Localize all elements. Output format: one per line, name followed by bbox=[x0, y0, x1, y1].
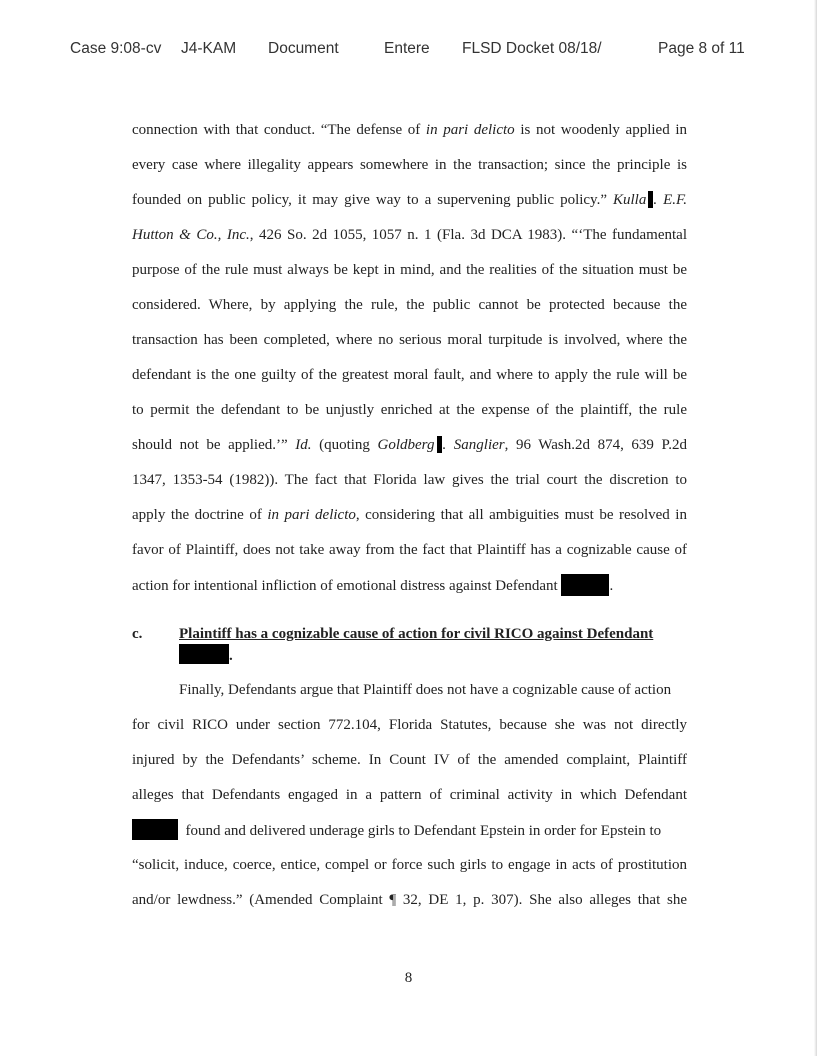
redaction-bar bbox=[561, 574, 609, 596]
text-line: action for intentional infliction of emotional distress against Defendant . bbox=[132, 574, 613, 598]
text-line: should not be applied.’” Id. (quoting Goldberg . Sanglier, 96 Wash.2d 874, 639 P.2d bbox=[132, 437, 687, 453]
redaction-bar bbox=[179, 644, 229, 664]
text-line: found and delivered underage girls to Defendant Epstein in order for Epstein to bbox=[132, 819, 661, 843]
redaction-bar bbox=[132, 819, 178, 840]
text-line: for civil RICO under section 772.104, Florida Statutes, because she was not directly bbox=[132, 717, 687, 733]
text-line: 1347, 1353-54 (1982)). The fact that Florida law gives the trial court the discretion to bbox=[132, 472, 687, 488]
text-line: “solicit, induce, coerce, entice, compel or force such girls to engage in acts of prostitution bbox=[132, 857, 687, 873]
text-line: founded on public policy, it may give way to a supervening public policy.” Kulla . E.F. bbox=[132, 192, 687, 208]
header-case-tail: J4-KAM bbox=[181, 40, 237, 57]
text-line: Hutton & Co., Inc., 426 So. 2d 1055, 1057 n. 1 (Fla. 3d DCA 1983). “‘The fundamental bbox=[132, 227, 687, 243]
header-entered: Entere bbox=[384, 40, 430, 57]
text-line: Finally, Defendants argue that Plaintiff does not have a cognizable cause of action bbox=[179, 682, 672, 698]
text-line: injured by the Defendants’ scheme. In Count IV of the amended complaint, Plaintiff bbox=[132, 752, 687, 768]
page-number: 8 bbox=[404, 970, 413, 986]
text-line: to permit the defendant to be unjustly enriched at the expense of the plaintiff, the rule bbox=[132, 402, 687, 418]
text-line: transaction has been completed, where no serious moral turpitude is involved, where the bbox=[132, 332, 687, 348]
heading-line-2: . bbox=[179, 644, 233, 665]
header-page: Page 8 of 11 bbox=[658, 40, 745, 57]
text-line: connection with that conduct. “The defense of in pari delicto is not woodenly applied in bbox=[132, 122, 687, 138]
header-case: Case 9:08-cv bbox=[70, 40, 162, 57]
text-line: considered. Where, by applying the rule, the public cannot be protected because the bbox=[132, 297, 687, 313]
text-line: alleges that Defendants engaged in a pattern of criminal activity in which Defendant bbox=[132, 787, 687, 803]
text-line: and/or lewdness.” (Amended Complaint ¶ 32, DE 1, p. 307). She also alleges that she bbox=[132, 892, 687, 908]
header-document: Document bbox=[268, 40, 339, 57]
text-line: every case where illegality appears somewhere in the transaction; since the principle is bbox=[132, 157, 687, 173]
text-line: apply the doctrine of in pari delicto, considering that all ambiguities must be resolved in bbox=[132, 507, 687, 523]
text-line: favor of Plaintiff, does not take away from the fact that Plaintiff has a cognizable cause of bbox=[132, 542, 687, 558]
text-line: purpose of the rule must always be kept in mind, and the realities of the situation must be bbox=[132, 262, 687, 278]
header-docket: FLSD Docket 08/18/ bbox=[462, 40, 602, 57]
text-line: defendant is the one guilty of the greatest moral fault, and where to apply the rule will be bbox=[132, 367, 687, 383]
heading-text: Plaintiff has a cognizable cause of action for civil RICO against Defendant bbox=[179, 626, 654, 642]
heading-letter: c. bbox=[132, 626, 143, 642]
